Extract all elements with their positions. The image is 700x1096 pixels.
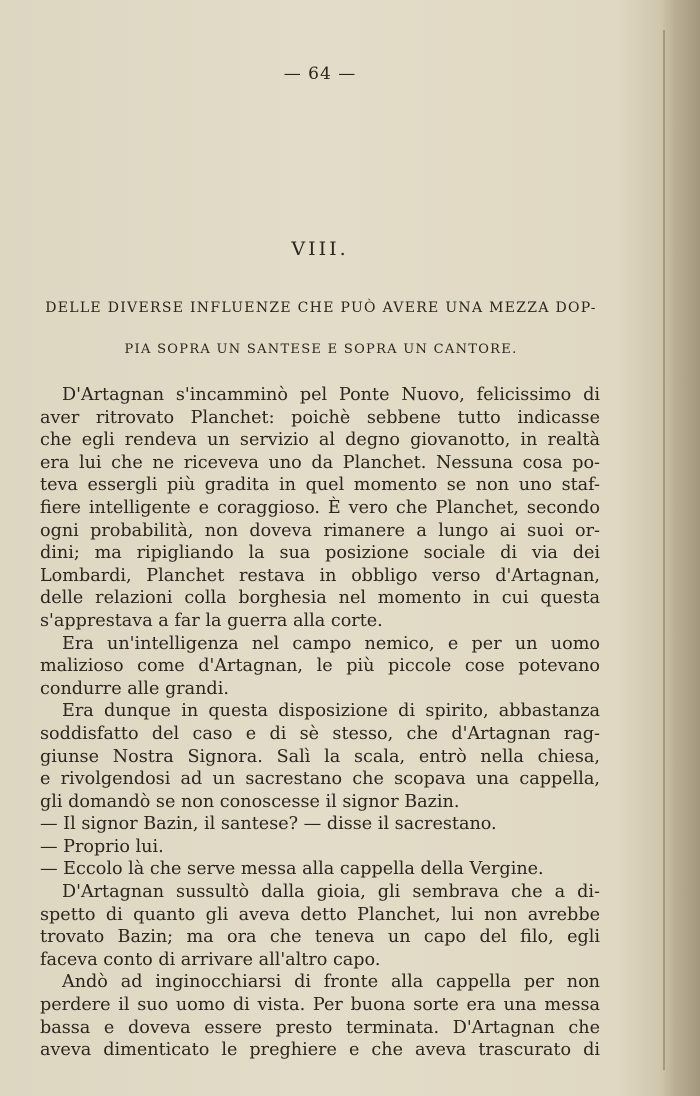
text-line: faceva conto di arrivare all'altro capo. — [40, 949, 381, 970]
text-line: Era dunque in questa disposizione di spirito, abbastanza — [62, 701, 600, 722]
text-line: malizioso come d'Artagnan, le più piccole cose potevano — [40, 656, 600, 677]
text-line: aver ritrovato Planchet: poichè sebbene tutto indicasse — [40, 407, 600, 428]
text-line: che egli rendeva un servizio al degno giovanotto, in realtà — [40, 430, 600, 451]
text-line: aveva dimenticato le preghiere e che aveva trascurato di — [40, 1040, 600, 1061]
text-line: Andò ad inginocchiarsi di fronte alla cappella per non — [62, 972, 600, 993]
page-edge-shadow — [660, 0, 700, 1096]
body-text — [40, 384, 600, 1062]
text-line: bassa e doveva essere presto terminata. D'Artagnan che — [40, 1017, 600, 1038]
text-line: gli domandò se non conoscesse il signor Bazin. — [40, 791, 460, 812]
chapter-title-line: PIA SOPRA UN SANTESE E SOPRA UN CANTORE. — [124, 342, 518, 357]
text-line: era lui che ne riceveva uno da Planchet. Nessuna cosa po- — [40, 452, 600, 473]
text-line: D'Artagnan sussultò dalla gioia, gli sembrava che a di- — [62, 882, 600, 903]
text-line: giunse Nostra Signora. Salì la scala, entrò nella chiesa, — [40, 746, 600, 767]
text-line: delle relazioni colla borghesia nel momento in cui questa — [40, 588, 600, 609]
page-edge-line — [663, 30, 665, 1070]
text-line: — Il signor Bazin, il santese? — disse il sacrestano. — [40, 814, 497, 835]
chapter-title-line: DELLE DIVERSE INFLUENZE CHE PUÒ AVERE UNA MEZZA DOP- — [45, 300, 597, 316]
text-line: dini; ma ripigliando la sua posizione sociale di via dei — [40, 543, 600, 564]
text-line: e rivolgendosi ad un sacrestano che scopava una cappella, — [40, 769, 600, 790]
text-line: spetto di quanto gli aveva detto Planchet, lui non avrebbe — [40, 904, 600, 925]
text-line: teva essergli più gradita in quel momento se non uno staf- — [40, 475, 600, 496]
text-line: — Proprio lui. — [40, 836, 164, 857]
text-line: perdere il suo uomo di vista. Per buona sorte era una messa — [40, 995, 600, 1016]
text-line: Era un'intelligenza nel campo nemico, e per un uomo — [62, 633, 600, 654]
text-line: trovato Bazin; ma ora che teneva un capo del filo, egli — [40, 927, 600, 948]
text-line: D'Artagnan s'incamminò pel Ponte Nuovo, felicissimo di — [62, 385, 600, 405]
text-line: Lombardi, Planchet restava in obbligo verso d'Artagnan, — [40, 565, 600, 586]
page-number: — 64 — — [283, 64, 357, 84]
text-line: condurre alle grandi. — [40, 678, 229, 699]
text-line: soddisfatto del caso e di sè stesso, che d'Artagnan rag- — [40, 723, 600, 744]
chapter-number: VIII. — [291, 238, 349, 260]
text-line: — Eccolo là che serve messa alla cappella della Vergine. — [40, 859, 544, 880]
text-line: ogni probabilità, non doveva rimanere a lungo ai suoi or- — [40, 520, 600, 541]
chapter-title — [34, 287, 608, 371]
text-line: fiere intelligente e coraggioso. È vero che Planchet, secondo — [40, 497, 600, 518]
text-line: s'apprestava a far la guerra alla corte. — [40, 610, 383, 631]
